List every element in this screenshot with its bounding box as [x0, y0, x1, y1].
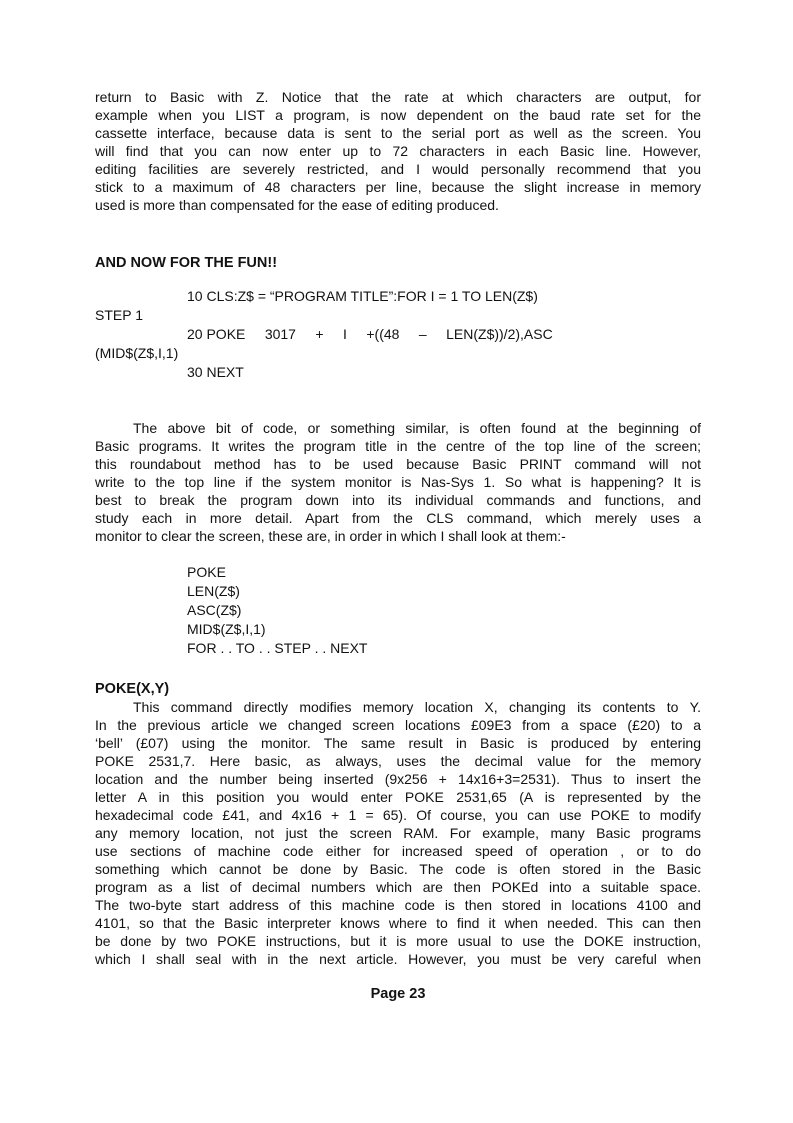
text-line: editing facilities are severely restricted, and I would personally recommend that you: [95, 161, 701, 177]
command-list: [95, 563, 701, 658]
paragraph-explanation: [95, 419, 701, 545]
section-heading-poke: POKE(X,Y): [95, 681, 170, 697]
text-line: POKE 2531,7. Here basic, as always, uses the decimal value for the memory: [95, 753, 701, 769]
code-line: STEP 1: [95, 307, 143, 323]
list-item: FOR . . TO . . STEP . . NEXT: [187, 640, 368, 656]
text-line: program as a list of decimal numbers which are then POKEd into a suitable space.: [95, 879, 701, 895]
text-line: ‘bell’ (£07) using the monitor. The same result in Basic is produced by entering: [95, 735, 701, 751]
code-line: 20 POKE 3017 + I +((48 – LEN(Z$))/2),ASC: [187, 326, 553, 342]
document-page: [95, 88, 701, 1003]
paragraph-intro: [95, 88, 701, 214]
text-line: be done by two POKE instructions, but it is more usual to use the DOKE instruction,: [95, 933, 701, 949]
list-item: POKE: [187, 564, 226, 580]
text-line: return to Basic with Z. Notice that the rate at which characters are output, for: [95, 89, 701, 105]
text-line: hexadecimal code £41, and 4x16 + 1 = 65). Of course, you can use POKE to modify: [95, 807, 701, 823]
section-heading-fun: AND NOW FOR THE FUN!!: [95, 255, 278, 271]
text-line: write to the top line if the system monitor is Nas-Sys 1. So what is happening? It is: [95, 474, 701, 490]
basic-code-listing: [95, 287, 701, 382]
text-line: letter A in this position you would enter POKE 2531,65 (A is represented by the: [95, 789, 701, 805]
text-line: use sections of machine code either for increased speed of operation , or to do: [95, 843, 701, 859]
code-line: 30 NEXT: [187, 364, 244, 380]
code-line: (MID$(Z$,I,1): [95, 345, 179, 361]
text-line: The two-byte start address of this machine code is then stored in locations 4100 and: [95, 897, 701, 913]
text-line: In the previous article we changed screen locations £09E3 from a space (£20) to a: [95, 717, 701, 733]
text-line: The above bit of code, or something similar, is often found at the beginning of: [133, 420, 701, 436]
page-number: Page 23: [370, 986, 426, 1002]
text-line: which I shall seal with in the next article. However, you must be very careful when: [95, 951, 701, 967]
text-line: will find that you can now enter up to 72 characters in each Basic line. However,: [95, 143, 701, 159]
list-item: MID$(Z$,I,1): [187, 621, 266, 637]
text-line: example when you LIST a program, is now dependent on the baud rate set for the: [95, 107, 701, 123]
list-item: LEN(Z$): [187, 583, 240, 599]
text-line: stick to a maximum of 48 characters per line, because the slight increase in memory: [95, 179, 701, 195]
list-item: ASC(Z$): [187, 602, 242, 618]
text-line: best to break the program down into its individual commands and functions, and: [95, 492, 701, 508]
text-line: location and the number being inserted (9x256 + 14x16+3=2531). Thus to insert the: [95, 771, 701, 787]
text-line: monitor to clear the screen, these are, in order in which I shall look at them:-: [95, 528, 566, 544]
text-line: used is more than compensated for the ease of editing produced.: [95, 197, 499, 213]
text-line: any memory location, not just the screen RAM. For example, many Basic programs: [95, 825, 701, 841]
text-line: cassette interface, because data is sent to the serial port as well as the screen. You: [95, 125, 701, 141]
text-line: This command directly modifies memory location X, changing its contents to Y.: [133, 699, 701, 715]
code-line: 10 CLS:Z$ = “PROGRAM TITLE”:FOR I = 1 TO LEN(Z$): [187, 288, 538, 304]
text-line: study each in more detail. Apart from the CLS command, which merely uses a: [95, 510, 701, 526]
text-line: 4101, so that the Basic interpreter knows where to find it when needed. This can then: [95, 915, 701, 931]
paragraph-poke-detail: [95, 698, 701, 968]
text-line: this roundabout method has to be used because Basic PRINT command will not: [95, 456, 701, 472]
text-line: something which cannot be done by Basic. The code is often stored in the Basic: [95, 861, 701, 877]
text-line: Basic programs. It writes the program title in the centre of the top line of the screen;: [95, 438, 701, 454]
